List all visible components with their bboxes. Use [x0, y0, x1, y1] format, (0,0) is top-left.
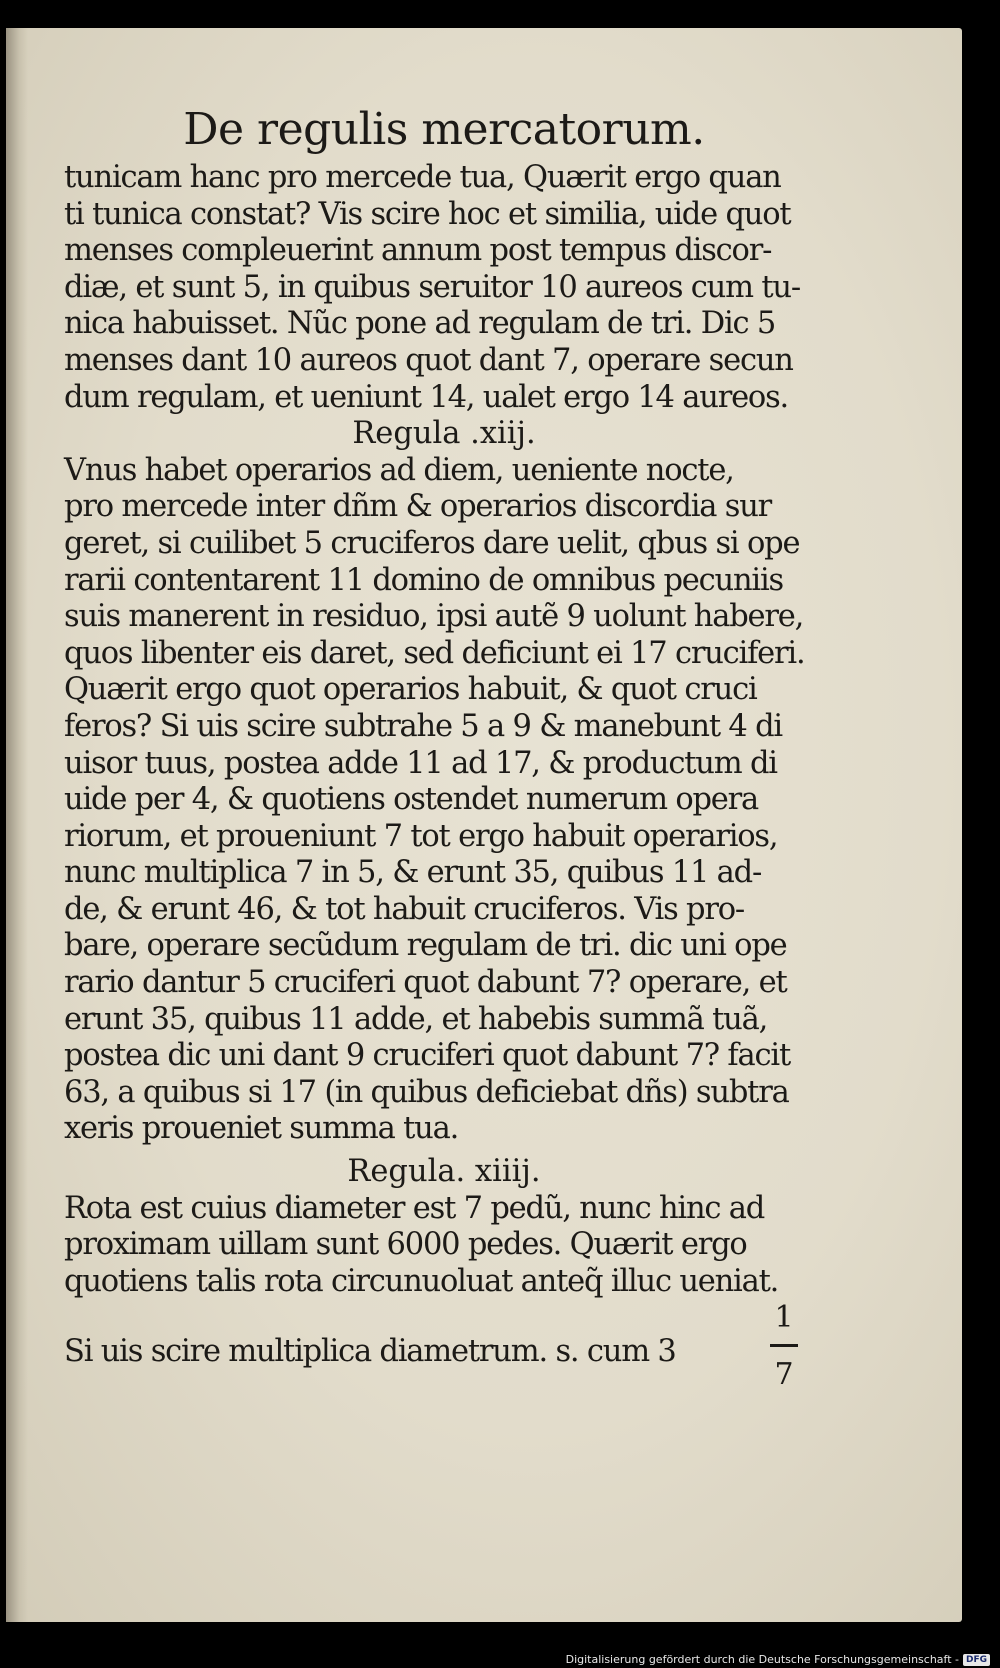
text-line: quotiens talis rota circunuoluat anteq̃ illuc ueniat. — [64, 1263, 779, 1299]
page-title: De regulis mercatorum. — [183, 104, 705, 155]
text-line: proximam uillam sunt 6000 pedes. Quærit ergo — [64, 1227, 747, 1263]
text-line: rario dantur 5 cruciferi quot dabunt 7? operare, et — [64, 965, 787, 1001]
book-page — [6, 28, 962, 1622]
fraction-numerator: 1 — [774, 1300, 794, 1336]
text-line: postea dic uni dant 9 cruciferi quot dabunt 7? facit — [64, 1038, 790, 1074]
text-line: rarii contentarent 11 domino de omnibus pecuniis — [64, 562, 783, 598]
text-line: Rota est cuius diameter est 7 pedũ, nunc hinc ad — [64, 1190, 765, 1226]
text-line: de, & erunt 46, & tot habuit cruciferos. Vis pro- — [64, 891, 745, 927]
text-line: nica habuisset. Nũc pone ad regulam de tri. Dic 5 — [64, 306, 776, 342]
text-line: erunt 35, quibus 11 adde, et habebis summã tuã, — [64, 1001, 768, 1037]
text-line: uisor tuus, postea adde 11 ad 17, & productum di — [64, 745, 777, 781]
text-line: feros? Si uis scire subtrahe 5 a 9 & manebunt 4 di — [64, 708, 782, 744]
text-line: menses dant 10 aureos quot dant 7, operare secun — [64, 342, 793, 378]
dfg-logo: DFG — [963, 1654, 990, 1666]
text-line: Quærit ergo quot operarios habuit, & quot cruci — [64, 672, 757, 708]
text-line: geret, si cuilibet 5 cruciferos dare uelit, qbus si ope — [64, 525, 800, 561]
text-line: nunc multiplica 7 in 5, & erunt 35, quibus 11 ad- — [64, 855, 762, 891]
text-line: Vnus habet operarios ad diem, ueniente nocte, — [64, 452, 734, 488]
text-line: 63, a quibus si 17 (in quibus deficiebat dñs) subtra — [64, 1074, 789, 1110]
page-binding-edge — [6, 28, 28, 1622]
text-line: diæ, et sunt 5, in quibus seruitor 10 aureos cum tu- — [64, 269, 800, 305]
text-line: menses compleuerint annum post tempus discor- — [64, 233, 772, 269]
fraction-bar — [770, 1344, 798, 1347]
text-line: suis manerent in residuo, ipsi autẽ 9 uolunt habere, — [64, 599, 804, 635]
fraction — [764, 1300, 804, 1393]
digitization-credit — [566, 1653, 990, 1666]
text-line: dum regulam, et ueniunt 14, ualet ergo 14 aureos. — [64, 379, 789, 415]
text-line: xeris proueniet summa tua. — [64, 1111, 459, 1147]
last-line-row — [64, 1300, 824, 1420]
paragraph-block-3 — [64, 1191, 824, 1301]
paragraph-block-1 — [64, 160, 824, 416]
fraction-denominator: 7 — [774, 1357, 794, 1393]
text-line: pro mercede inter dñm & operarios discordia sur — [64, 489, 772, 525]
text-line: uide per 4, & quotiens ostendet numerum opera — [64, 782, 759, 818]
text-line: bare, operare secũdum regulam de tri. dic uni ope — [64, 928, 787, 964]
text-line: ti tunica constat? Vis scire hoc et similia, uide quot — [64, 196, 791, 232]
credit-text: Digitalisierung gefördert durch die Deutsche Forschungsgemeinschaft - — [565, 1653, 959, 1666]
text-line: riorum, et proueniunt 7 tot ergo habuit operarios, — [64, 818, 778, 854]
paragraph-block-2 — [64, 453, 824, 1148]
text-line: tunicam hanc pro mercede tua, Quærit ergo quan — [64, 160, 781, 195]
text-line: Si uis scire multiplica diametrum. s. cum 3 — [64, 1334, 676, 1370]
page-text — [64, 100, 824, 1420]
rule-heading-13: Regula .xiij. — [352, 416, 536, 452]
text-line: quos libenter eis daret, sed deficiunt ei 17 cruciferi. — [64, 635, 805, 671]
rule-heading-14: Regula. xiiij. — [347, 1154, 541, 1190]
